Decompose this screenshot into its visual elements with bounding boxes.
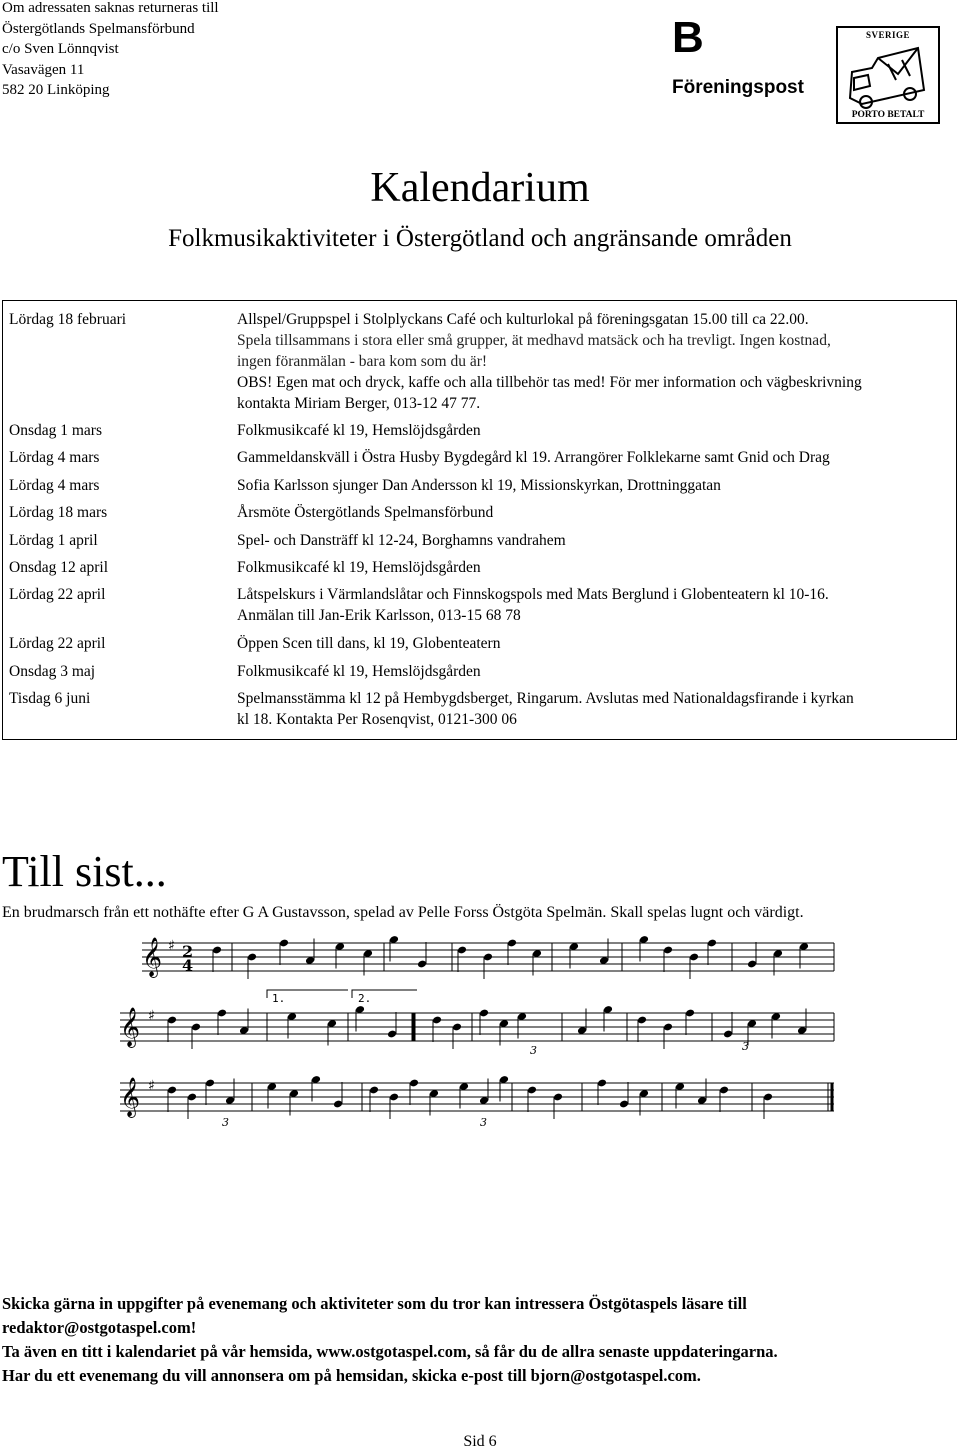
sharp-icon: ♯ <box>148 1008 155 1024</box>
event-date: Lördag 18 mars <box>9 504 108 522</box>
porto-betalt-stamp <box>836 26 940 124</box>
event-line: Folkmusikcafé kl 19, Hemslöjdsgården <box>237 421 481 439</box>
event-line: Spelmansstämma kl 12 på Hembygdsberget, Ringarum. Avslutas med Nationaldagsfirande i kyrkan <box>237 690 854 708</box>
sharp-icon: ♯ <box>168 938 175 954</box>
stamp-paid-label: PORTO BETALT <box>851 110 925 120</box>
closing-heading: Till sist... <box>2 847 167 896</box>
event-date: Lördag 22 april <box>9 586 106 604</box>
event-date: Tisdag 6 juni <box>9 690 91 708</box>
triplet-label: 3 <box>222 1116 229 1129</box>
event-description <box>231 551 957 578</box>
event-line: Folkmusikcafé kl 19, Hemslöjdsgården <box>237 662 481 680</box>
event-line: kl 18. Kontakta Per Rosenqvist, 0121-300 06 <box>237 711 517 729</box>
volta-label-2: 2. <box>358 992 372 1005</box>
triplet-label: 3 <box>530 1044 537 1057</box>
event-line: Spela tillsammans i stora eller små grupper, ät medhavd matsäck och ha trevligt. Ingen kostnad, <box>237 332 831 349</box>
event-row <box>3 627 957 654</box>
event-description <box>231 469 957 496</box>
event-calendar-table <box>2 300 957 740</box>
event-description <box>231 655 957 682</box>
closing-description: En brudmarsch från ett nothäfte efter G A Gustavsson, spelad av Pelle Forss Östgöta Spelmän. Skall spelas lugnt och värdigt. <box>2 904 804 921</box>
event-date: Lördag 1 april <box>9 531 98 549</box>
event-row <box>3 469 957 496</box>
sharp-icon: ♯ <box>148 1078 155 1094</box>
page-subtitle: Folkmusikaktiviteter i Östergötland och angränsande områden <box>168 225 792 252</box>
address-line: Vasavägen 11 <box>2 61 85 78</box>
page-title: Kalendarium <box>370 165 590 211</box>
volta-label-1: 1. <box>272 992 286 1005</box>
address-line: Östergötlands Spelmansförbund <box>2 20 195 37</box>
footer-notice <box>2 1292 778 1388</box>
event-date: Lördag 22 april <box>9 635 106 653</box>
address-line: Om adressaten saknas returneras till <box>2 0 219 16</box>
event-row <box>3 441 957 468</box>
event-row <box>3 524 957 551</box>
event-date: Onsdag 3 maj <box>9 662 96 680</box>
event-line: Öppen Scen till dans, kl 19, Globenteatern <box>237 635 501 653</box>
event-row <box>3 301 957 416</box>
event-line: Spel- och Dansträff kl 12-24, Borghamns vandrahem <box>237 531 566 549</box>
event-line: kontakta Miriam Berger, 013-12 47 77. <box>237 395 481 412</box>
time-signature-bottom: 4 <box>182 956 194 975</box>
event-row <box>3 655 957 682</box>
event-line: Årsmöte Östergötlands Spelmansförbund <box>237 504 494 522</box>
event-description <box>231 578 957 627</box>
event-date: Lördag 18 februari <box>9 311 127 328</box>
postage-class-letter: B <box>672 13 704 62</box>
treble-clef-icon: 𝄞 <box>142 937 163 977</box>
event-line: Gammeldanskväll i Östra Husby Bygdegård kl 19. Arrangörer Folklekarne samt Gnid och Drag <box>237 449 830 467</box>
footer-line: Skicka gärna in uppgifter på evenemang och aktiviteter som du tror kan intressera Östgötaspels läsare till <box>2 1294 747 1313</box>
event-line: Allspel/Gruppspel i Stolplyckans Café och kulturlokal på föreningsgatan 15.00 till ca 22.00. <box>237 311 809 328</box>
event-date: Onsdag 1 mars <box>9 421 102 439</box>
event-description <box>231 682 957 739</box>
event-date: Lördag 4 mars <box>9 449 100 467</box>
address-line: 582 20 Linköping <box>2 82 110 98</box>
event-line: Låtspelskurs i Värmlandslåtar och Finnskogspols med Mats Berglund i Globenteatern kl 10-16. <box>237 586 829 604</box>
staff-line-group <box>120 1083 834 1111</box>
event-row <box>3 682 957 739</box>
event-description <box>231 441 957 468</box>
event-line: Sofia Karlsson sjunger Dan Andersson kl 19, Missionskyrkan, Drottninggatan <box>237 476 721 494</box>
address-line: c/o Sven Lönnqvist <box>2 41 119 57</box>
postage-class-label: Föreningspost <box>672 77 804 98</box>
footer-line: Har du ett evenemang du vill annonsera om på hemsidan, skicka e-post till bjorn@ostgotaspel.com. <box>2 1366 701 1385</box>
event-line: ingen föranmälan - bara kom som du är! <box>237 353 488 370</box>
return-address <box>2 0 219 101</box>
event-description <box>231 301 957 416</box>
page-number: Sid 6 <box>463 1433 497 1450</box>
event-line: Anmälan till Jan-Erik Karlsson, 013-15 68 78 <box>237 607 521 625</box>
footer-line: Ta även en titt i kalendariet på vår hemsida, www.ostgotaspel.com, så får du de allra senaste uppdateringarna. <box>2 1342 778 1361</box>
event-date: Lördag 4 mars <box>9 476 100 494</box>
event-description <box>231 496 957 523</box>
treble-clef-icon: 𝄞 <box>120 1077 141 1117</box>
event-description <box>231 627 957 654</box>
event-date: Onsdag 12 april <box>9 558 109 576</box>
postal-truck-icon <box>838 28 938 122</box>
stamp-country: SVERIGE <box>865 30 910 40</box>
event-row <box>3 578 957 627</box>
event-row <box>3 416 957 441</box>
event-row <box>3 496 957 523</box>
triplet-label: 3 <box>480 1116 487 1129</box>
event-line: OBS! Egen mat och dryck, kaffe och alla tillbehör tas med! För mer information och vägbeskrivning <box>237 374 862 391</box>
event-line: Folkmusikcafé kl 19, Hemslöjdsgården <box>237 558 481 576</box>
event-description <box>231 524 957 551</box>
event-row <box>3 551 957 578</box>
sheet-music <box>112 930 842 1145</box>
time-signature-top: 2 <box>182 942 194 961</box>
treble-clef-icon: 𝄞 <box>120 1007 141 1047</box>
triplet-label: 3 <box>742 1040 749 1053</box>
event-description <box>231 416 957 441</box>
footer-line: redaktor@ostgotaspel.com! <box>2 1318 197 1337</box>
